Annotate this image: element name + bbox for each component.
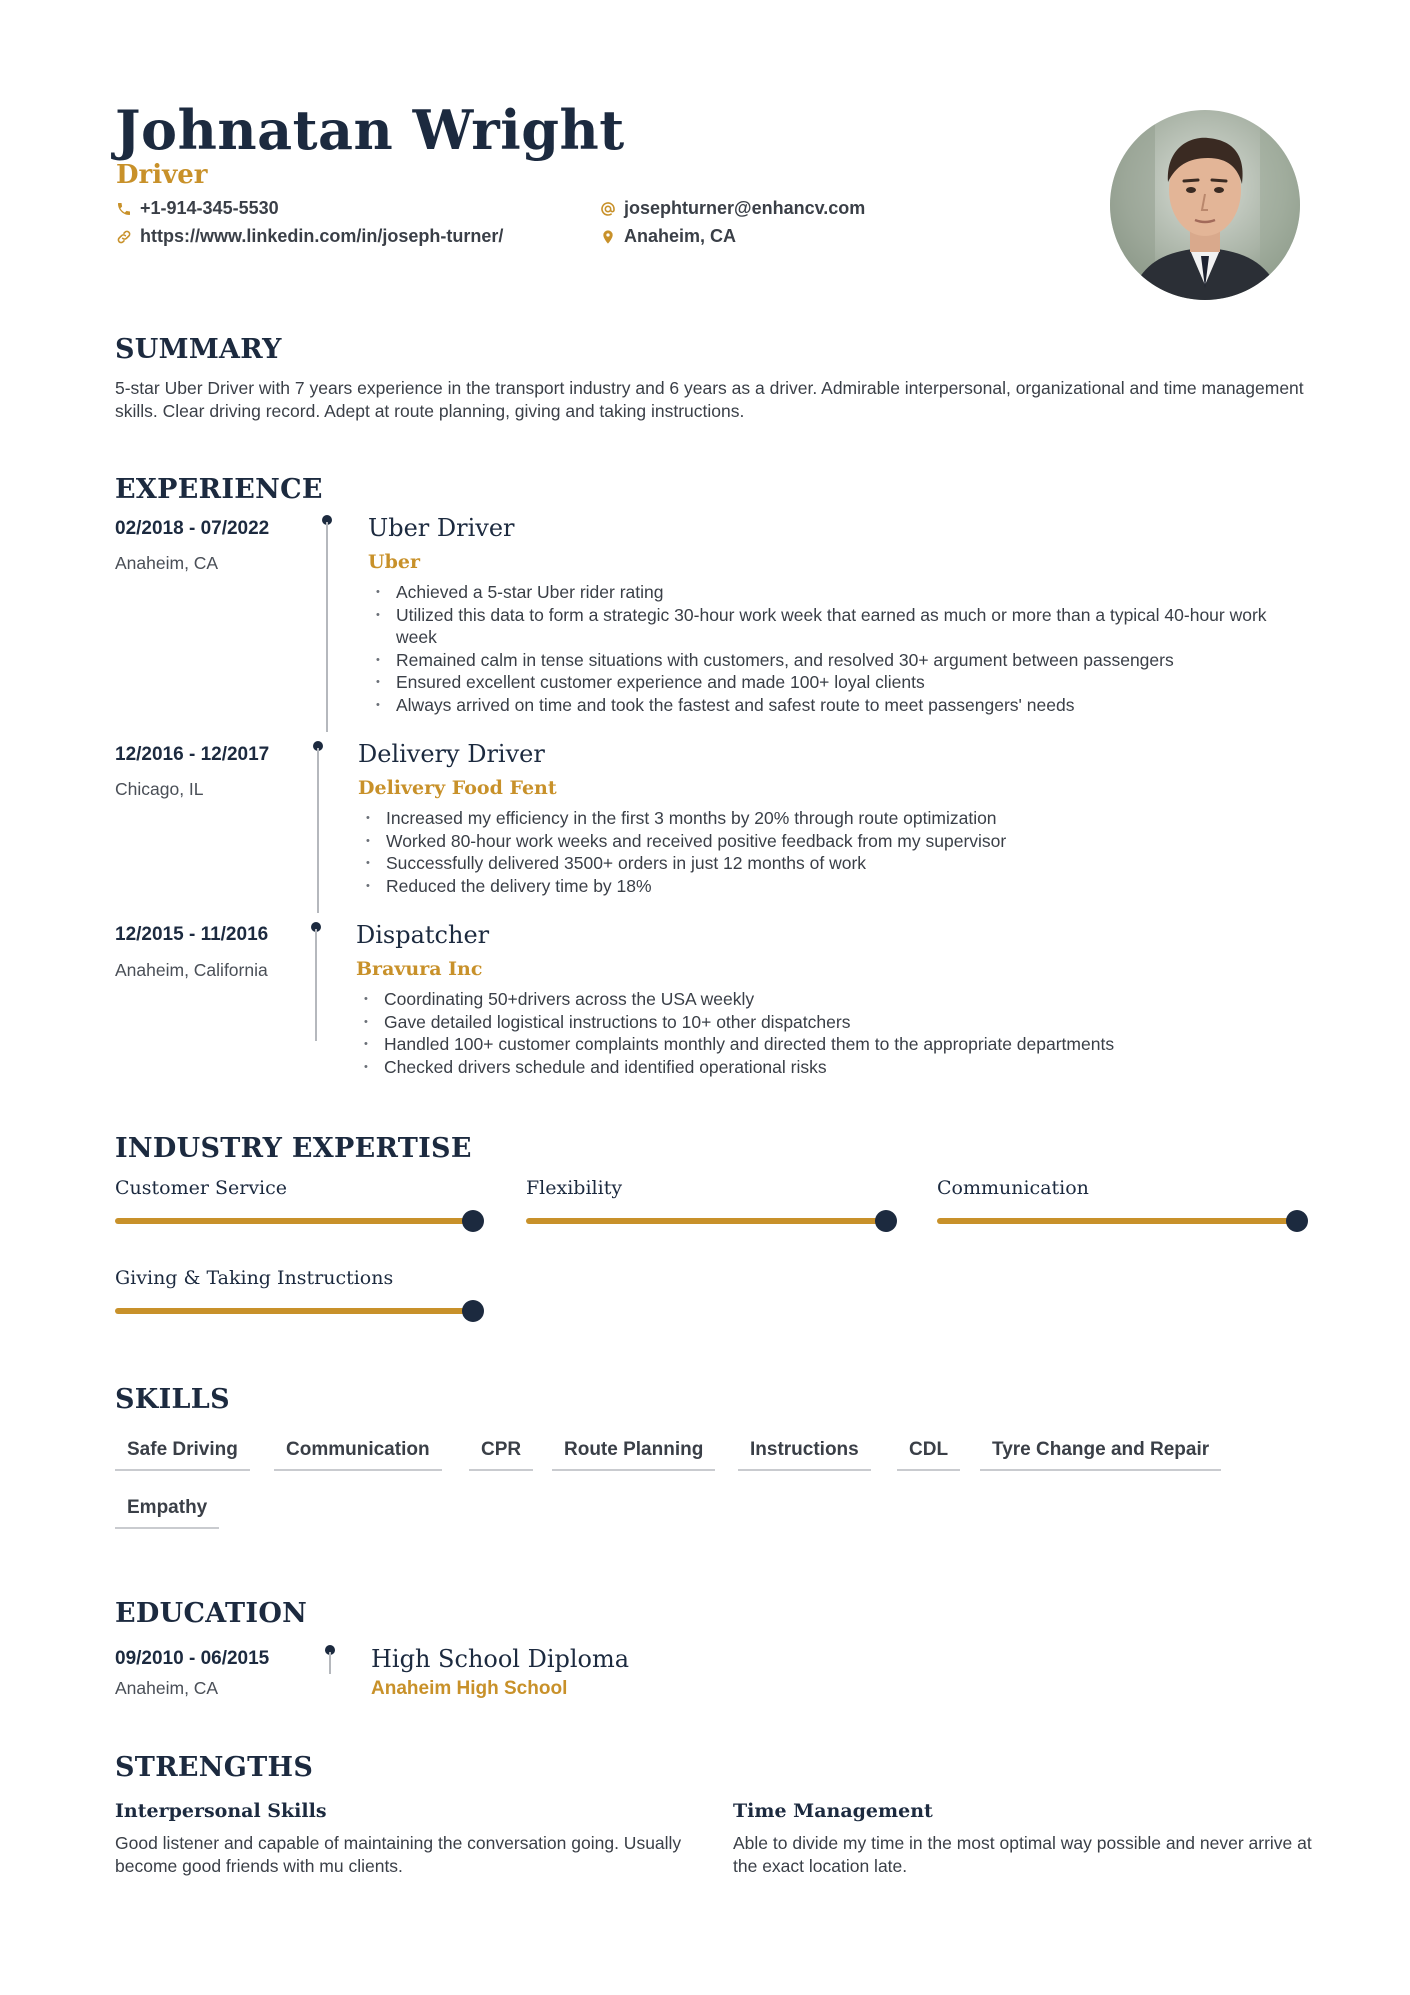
skill-tag: CPR — [469, 1439, 533, 1471]
strength-title: Interpersonal Skills — [115, 1800, 327, 1822]
expertise-bar — [526, 1218, 884, 1224]
list-item: • Gave detailed logistical instructions to 10+ other dispatchers — [356, 1011, 1276, 1034]
list-item: • Worked 80-hour work weeks and received positive feedback from my supervisor — [358, 830, 1278, 853]
expertise-bar — [937, 1218, 1295, 1224]
expertise-label: Customer Service — [115, 1177, 288, 1199]
phone-contact — [116, 198, 279, 219]
email-contact[interactable] — [600, 198, 865, 219]
list-item: • Handled 100+ customer complaints monthly and directed them to the appropriate departments — [356, 1033, 1276, 1056]
education-location: Anaheim, CA — [115, 1678, 219, 1698]
expertise-label: Giving & Taking Instructions — [115, 1267, 394, 1289]
list-item: • Utilized this data to form a strategic 30-hour work week that earned as much or more than a typical 40-hour work week — [368, 604, 1288, 649]
expertise-heading: INDUSTRY EXPERTISE — [115, 1133, 472, 1164]
strength-text: Good listener and capable of maintaining the conversation going. Usually become good friends with mu clients. — [115, 1833, 682, 1876]
education-degree: High School Diploma — [371, 1645, 630, 1673]
job-role: Uber Driver — [368, 514, 515, 542]
profile-photo — [1110, 110, 1300, 300]
skill-tag: CDL — [897, 1439, 960, 1471]
job-company: Bravura Inc — [356, 958, 483, 980]
skill-tag: Communication — [274, 1439, 442, 1471]
education-dates: 09/2010 - 06/2015 — [115, 1648, 270, 1669]
education-heading: EDUCATION — [115, 1598, 308, 1629]
list-item: • Increased my efficiency in the first 3 months by 20% through route optimization — [358, 807, 1278, 830]
link-icon — [116, 229, 132, 245]
list-item: • Coordinating 50+drivers across the USA weekly — [356, 988, 1276, 1011]
expertise-bar — [115, 1218, 471, 1224]
list-item: • Ensured excellent customer experience and made 100+ loyal clients — [368, 671, 1288, 694]
job-role: Dispatcher — [356, 921, 490, 949]
job-dates: 12/2016 - 12/2017 — [115, 744, 270, 765]
candidate-name: Johnatan Wright — [115, 98, 625, 162]
skill-tag: Tyre Change and Repair — [980, 1439, 1221, 1471]
job-bullets — [356, 988, 1276, 1078]
skill-tag: Route Planning — [552, 1439, 715, 1471]
expertise-knob — [462, 1300, 484, 1322]
strength-title: Time Management — [733, 1800, 933, 1822]
job-location: Anaheim, CA — [115, 553, 219, 573]
list-item: • Successfully delivered 3500+ orders in just 12 months of work — [358, 852, 1278, 875]
location-contact — [600, 226, 736, 247]
job-dates: 02/2018 - 07/2022 — [115, 518, 270, 539]
skill-tag: Empathy — [115, 1497, 219, 1529]
summary-text: 5-star Uber Driver with 7 years experience in the transport industry and 6 years as a driver. Admirable interpersonal, organizational and time management skills. Clear driving record. Adept at route planning, giving and taking instructions. — [115, 378, 1304, 421]
job-bullets — [368, 581, 1288, 716]
list-item: • Always arrived on time and took the fastest and safest route to meet passengers' needs — [368, 694, 1288, 717]
location-text: Anaheim, CA — [624, 226, 737, 246]
expertise-knob — [462, 1210, 484, 1232]
job-company: Uber — [368, 551, 420, 573]
job-role: Delivery Driver — [358, 740, 545, 768]
skill-tag: Safe Driving — [115, 1439, 250, 1471]
job-company: Delivery Food Fent — [358, 777, 557, 799]
email-text[interactable]: josephturner@enhancv.com — [624, 198, 866, 218]
phone-text: +1-914-345-5530 — [140, 198, 279, 218]
list-item: • Reduced the delivery time by 18% — [358, 875, 1278, 898]
linkedin-contact[interactable] — [116, 226, 503, 247]
job-location: Chicago, IL — [115, 779, 204, 799]
linkedin-text[interactable]: https://www.linkedin.com/in/joseph-turner/ — [140, 226, 504, 246]
job-bullets — [358, 807, 1278, 897]
expertise-bar — [115, 1308, 471, 1314]
expertise-label: Flexibility — [526, 1177, 623, 1199]
experience-heading: EXPERIENCE — [115, 474, 323, 505]
expertise-knob — [1286, 1210, 1308, 1232]
list-item: • Remained calm in tense situations with customers, and resolved 30+ argument between passengers — [368, 649, 1288, 672]
education-school: Anaheim High School — [371, 1678, 568, 1699]
timeline-line — [317, 748, 319, 913]
location-pin-icon — [600, 229, 616, 245]
summary-heading: SUMMARY — [115, 334, 282, 365]
list-item: • Achieved a 5-star Uber rider rating — [368, 581, 1288, 604]
timeline-line — [329, 1652, 331, 1674]
at-icon — [600, 201, 616, 217]
expertise-label: Communication — [937, 1177, 1089, 1199]
skill-tag: Instructions — [738, 1439, 871, 1471]
timeline-line — [315, 929, 317, 1041]
strengths-heading: STRENGTHS — [115, 1752, 314, 1783]
strength-text: Able to divide my time in the most optimal way possible and never arrive at the exact location late. — [733, 1833, 1312, 1876]
skills-heading: SKILLS — [115, 1384, 230, 1415]
list-item: • Checked drivers schedule and identified operational risks — [356, 1056, 1276, 1079]
expertise-knob — [875, 1210, 897, 1232]
phone-icon — [116, 201, 132, 217]
job-location: Anaheim, California — [115, 960, 268, 980]
job-dates: 12/2015 - 11/2016 — [115, 924, 269, 945]
timeline-line — [326, 522, 328, 732]
job-title: Driver — [116, 160, 208, 190]
